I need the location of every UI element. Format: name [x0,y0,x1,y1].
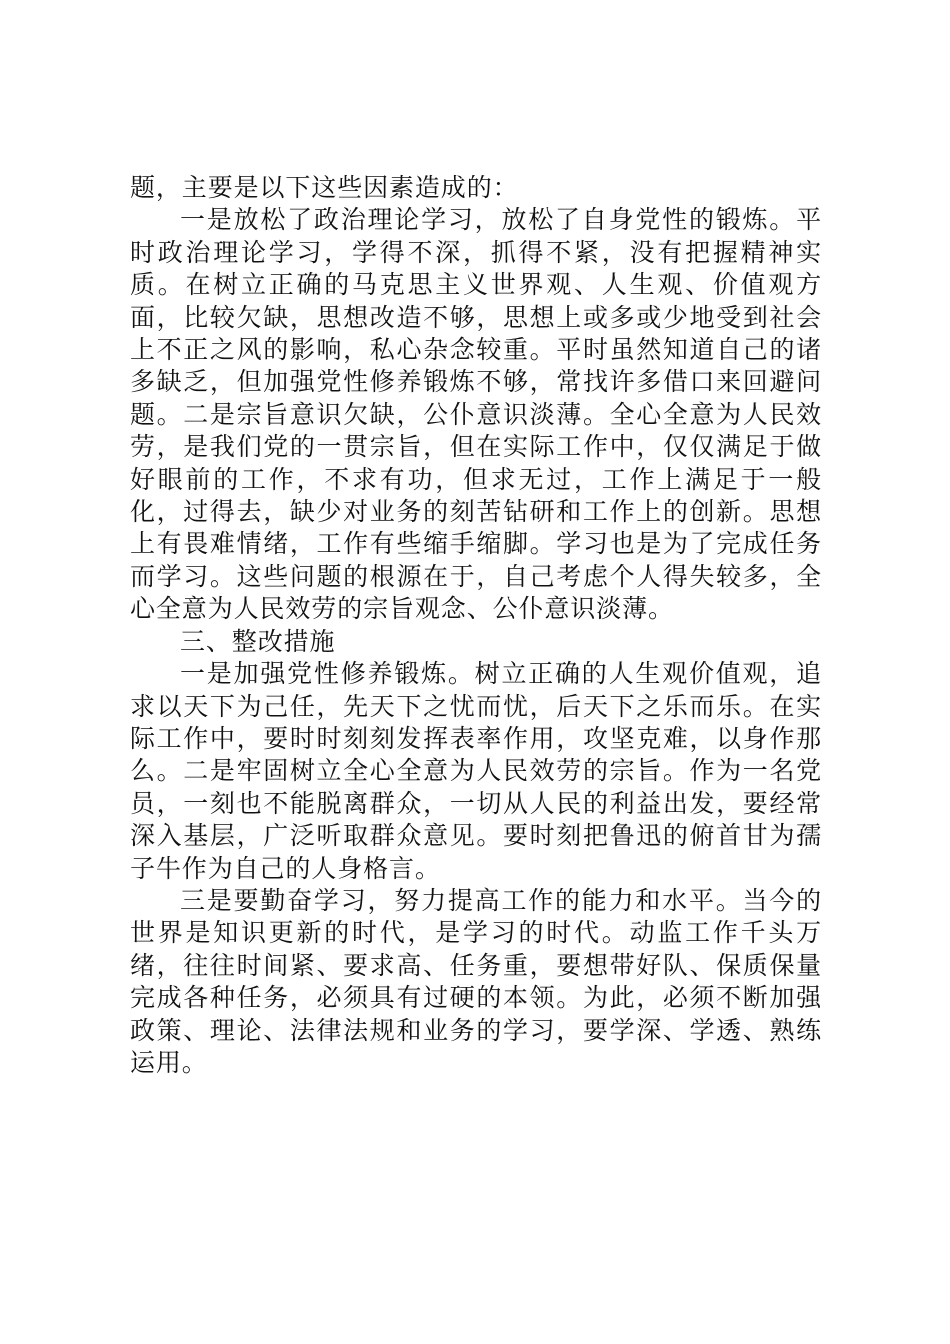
paragraph-causes: 一是放松了政治理论学习，放松了自身党性的锻炼。平时政治理论学习，学得不深，抓得不紧，没有把握精神实质。在树立正确的马克思主义世界观、人生观、价值观方面，比较欠缺，思想改造不够，思想上或多或少地受到社会上不正之风的影响，私心杂念较重。平时虽然知道自己的诸多缺乏，但加强党性修养锻炼不够，常找许多借口来回避问题。二是宗旨意识欠缺，公仆意识淡薄。全心全意为人民效劳，是我们党的一贯宗旨，但在实际工作中，仅仅满足于做好眼前的工作，不求有功，但求无过，工作上满足于一般化，过得去，缺少对业务的刻苦钻研和工作上的创新。思想上有畏难情绪，工作有些缩手缩脚。学习也是为了完成任务而学习。这些问题的根源在于，自己考虑个人得失较多，全心全意为人民效劳的宗旨观念、公仆意识淡薄。 [130,205,822,624]
section-heading-rectification: 三、整改措施 [180,626,336,656]
document-body [130,172,822,1079]
paragraph-measures-1-2: 一是加强党性修养锻炼。树立正确的人生观价值观，追求以天下为己任，先天下之忧而忧，后天下之乐而乐。在实际工作中，要时时刻刻发挥表率作用，攻坚克难，以身作那么。二是牢固树立全心全意为人民效劳的宗旨。作为一名党员，一刻也不能脱离群众，一切从人民的利益出发，要经常深入基层，广泛听取群众意见。要时刻把鲁迅的俯首甘为孺子牛作为自己的人身格言。 [130,659,822,883]
paragraph-continuation: 题，主要是以下这些因素造成的： [130,173,519,202]
paragraph-measure-3: 三是要勤奋学习，努力提高工作的能力和水平。当今的世界是知识更新的时代，是学习的时代。动监工作千头万绪，往往时间紧、要求高、任务重，要想带好队、保质保量完成各种任务，必须具有过硬的本领。为此，必须不断加强政策、理论、法律法规和业务的学习，要学深、学透、熟练运用。 [130,885,822,1077]
